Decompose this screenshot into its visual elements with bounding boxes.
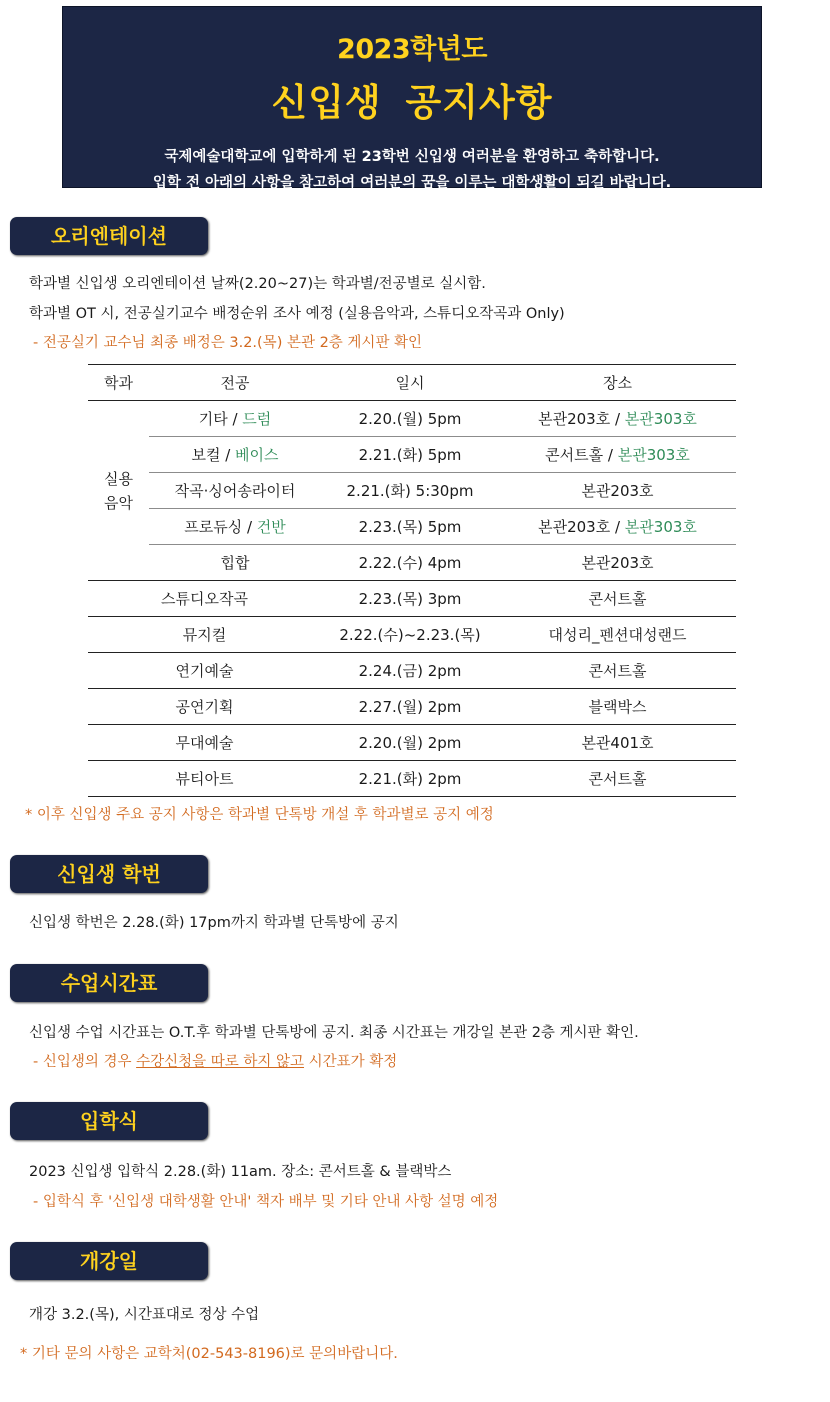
place-separator: /	[610, 410, 625, 428]
notice-banner	[62, 6, 762, 191]
place-cell: 콘서트홀	[499, 653, 736, 689]
place-cell: 본관401호	[499, 725, 736, 761]
place-cell: 콘서트홀	[499, 581, 736, 617]
section-heading-timetable: 수업시간표	[10, 964, 208, 1002]
place-name: 본관203호	[538, 410, 611, 428]
major-name: 보컬	[191, 446, 221, 464]
place-cell	[499, 401, 736, 437]
major-cell: 힙합	[149, 545, 321, 581]
student-id-line: 신입생 학번은 2.28.(화) 17pm까지 학과별 단톡방에 공지	[29, 915, 399, 931]
major-separator: /	[220, 446, 236, 464]
dept-cell: 뮤지컬	[88, 617, 321, 653]
dept-cell: 뷰티아트	[88, 761, 321, 797]
place-name-secondary: 본관303호	[617, 446, 690, 464]
timetable-line: 신입생 수업 시간표는 O.T.후 학과별 단톡방에 공지. 최종 시간표는 개강일 본관 2층 게시판 확인.	[29, 1025, 639, 1041]
table-row	[88, 761, 736, 797]
banner-intro-line-1: 국제예술대학교에 입학하게 된 23학번 신입생 여러분을 환영하고 축하합니다.	[164, 149, 660, 165]
date-cell: 2.22.(수) 4pm	[321, 545, 499, 581]
table-row	[88, 653, 736, 689]
section-heading-ceremony: 입학식	[10, 1102, 208, 1140]
orientation-schedule-table	[88, 364, 736, 797]
column-header-date: 일시	[321, 365, 499, 401]
date-cell: 2.23.(목) 3pm	[321, 581, 499, 617]
place-cell: 본관203호	[499, 473, 736, 509]
group-label: 실용 음악	[104, 469, 133, 512]
place-name-secondary: 본관303호	[624, 518, 697, 536]
contact-note: * 기타 문의 사항은 교학처(02-543-8196)로 문의바랍니다.	[20, 1346, 398, 1362]
timetable-note-underlined: 수강신청을 따로 하지 않고	[136, 1054, 305, 1070]
place-cell: 대성리_펜션대성랜드	[499, 617, 736, 653]
section-heading-student-id: 신입생 학번	[10, 855, 208, 893]
place-cell: 블랙박스	[499, 689, 736, 725]
column-header-dept: 학과	[88, 365, 149, 401]
orientation-footnote: * 이후 신입생 주요 공지 사항은 학과별 단톡방 개설 후 학과별로 공지 예정	[25, 807, 494, 823]
timetable-note-prefix: - 신입생의 경우	[33, 1054, 137, 1070]
ceremony-note: - 입학식 후 '신입생 대학생활 안내' 책자 배부 및 기타 안내 사항 설명 예정	[33, 1194, 499, 1210]
major-name-secondary: 건반	[256, 518, 286, 536]
banner-year: 2023학년도	[337, 34, 487, 65]
date-cell: 2.20.(월) 5pm	[321, 401, 499, 437]
table-row	[88, 689, 736, 725]
orientation-note: - 전공실기 교수님 최종 배정은 3.2.(목) 본관 2층 게시판 확인	[33, 335, 423, 351]
table-row	[88, 545, 736, 581]
major-cell	[149, 401, 321, 437]
major-name: 기타	[198, 410, 228, 428]
major-name-secondary: 드럼	[242, 410, 272, 428]
table-row	[88, 509, 736, 545]
table-header-row	[88, 365, 736, 401]
dept-cell: 무대예술	[88, 725, 321, 761]
section-heading-orientation: 오리엔테이션	[10, 217, 208, 255]
section-heading-opening: 개강일	[10, 1242, 208, 1280]
date-cell: 2.27.(월) 2pm	[321, 689, 499, 725]
banner-intro	[63, 144, 761, 196]
place-name: 본관203호	[538, 518, 611, 536]
place-separator: /	[603, 446, 618, 464]
major-cell: 작곡·싱어송라이터	[149, 473, 321, 509]
major-cell	[149, 437, 321, 473]
major-separator: /	[227, 410, 243, 428]
place-cell: 본관203호	[499, 545, 736, 581]
major-name: 프로듀싱	[184, 518, 243, 536]
date-cell: 2.21.(화) 5pm	[321, 437, 499, 473]
place-name: 콘서트홀	[545, 446, 604, 464]
place-cell	[499, 437, 736, 473]
orientation-line-1: 학과별 신입생 오리엔테이션 날짜(2.20~27)는 학과별/전공별로 실시함.	[29, 276, 486, 292]
place-cell	[499, 509, 736, 545]
table-row	[88, 401, 736, 437]
date-cell: 2.20.(월) 2pm	[321, 725, 499, 761]
date-cell: 2.21.(화) 5:30pm	[321, 473, 499, 509]
timetable-note-suffix: 시간표가 확정	[304, 1054, 398, 1070]
banner-intro-line-2: 입학 전 아래의 사항을 참고하여 여러분의 꿈을 이루는 대학생활이 되길 바랍니다.	[152, 175, 672, 191]
table-row	[88, 617, 736, 653]
column-header-place: 장소	[499, 365, 736, 401]
major-name-secondary: 베이스	[235, 446, 279, 464]
banner-title: 신입생 공지사항	[271, 81, 553, 124]
table-row	[88, 581, 736, 617]
table-row	[88, 725, 736, 761]
dept-cell: 공연기획	[88, 689, 321, 725]
table-row	[88, 473, 736, 509]
major-separator: /	[242, 518, 257, 536]
dept-cell: 연기예술	[88, 653, 321, 689]
opening-line: 개강 3.2.(목), 시간표대로 정상 수업	[29, 1307, 260, 1323]
date-cell: 2.24.(금) 2pm	[321, 653, 499, 689]
date-cell: 2.22.(수)~2.23.(목)	[321, 617, 499, 653]
timetable-note	[33, 1050, 397, 1071]
table-row	[88, 437, 736, 473]
column-header-major: 전공	[149, 365, 321, 401]
major-cell	[149, 509, 321, 545]
place-separator: /	[610, 518, 625, 536]
group-cell-practical-music	[88, 401, 149, 581]
date-cell: 2.23.(목) 5pm	[321, 509, 499, 545]
orientation-line-2: 학과별 OT 시, 전공실기교수 배정순위 조사 예정 (실용음악과, 스튜디오작곡과 Only)	[29, 306, 565, 322]
dept-cell: 스튜디오작곡	[88, 581, 321, 617]
date-cell: 2.21.(화) 2pm	[321, 761, 499, 797]
place-cell: 콘서트홀	[499, 761, 736, 797]
place-name-secondary: 본관303호	[624, 410, 697, 428]
ceremony-line: 2023 신입생 입학식 2.28.(화) 11am. 장소: 콘서트홀 & 블랙박스	[29, 1164, 452, 1180]
